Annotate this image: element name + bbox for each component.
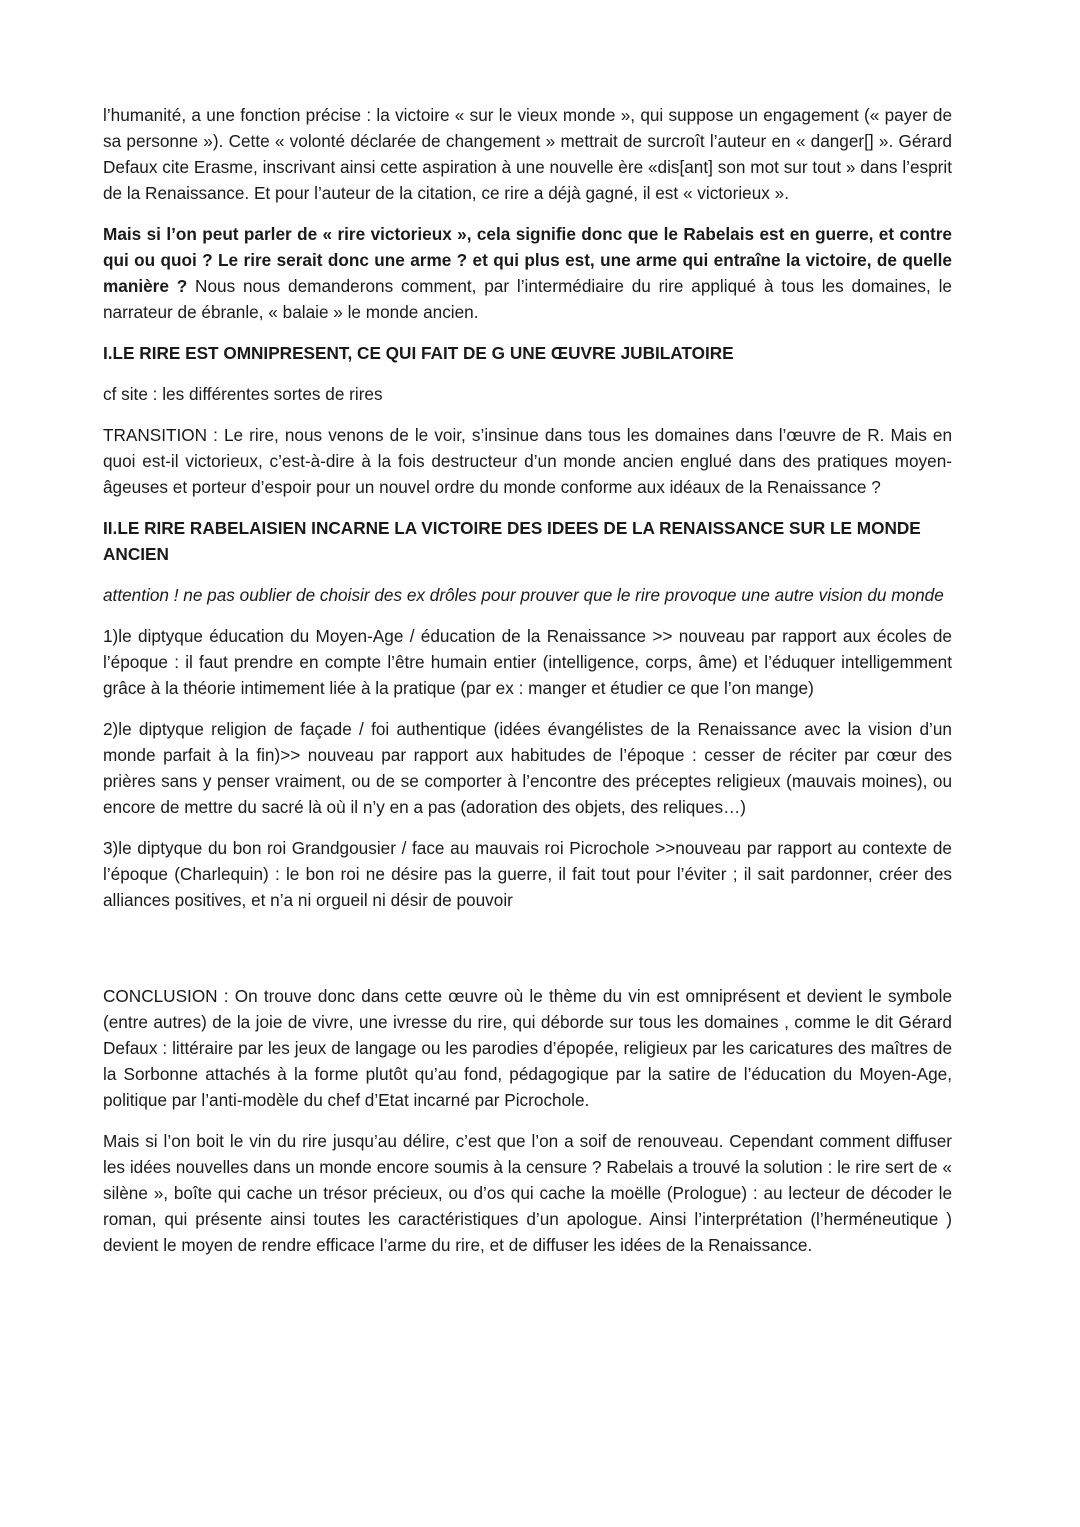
conclusion-paragraph-2: Mais si l’on boit le vin du rire jusqu’au délire, c’est que l’on a soif de renouveau. Cependant comment diffuser les idées nouvelles dans un monde encore soumis à la censure ? Rabelais a trouvé la solution : le rire sert de « silène », boîte qui cache un trésor précieux, ou d’os qui cache la moëlle (Prologue) : au lecteur de décoder le roman, qui présente ainsi toutes les caractéristiques d’un apologue. Ainsi l’interprétation (l’herméneutique ) devient le moyen de rendre efficace l’arme du rire, et de diffuser les idées de la Renaissance. xyxy=(103,1131,952,1255)
document-page xyxy=(103,102,952,1273)
problematique-paragraph xyxy=(103,221,952,325)
point-1-paragraph: 1)le diptyque éducation du Moyen-Age / éducation de la Renaissance >> nouveau par rapport aux écoles de l’époque : il faut prendre en compte l’être humain entier (intelligence, corps, âme) et l’éduquer intelligemment grâce à la théorie intimement liée à la pratique (par ex : manger et étudier ce que l’on mange) xyxy=(103,626,952,698)
intro-paragraph: l’humanité, a une fonction précise : la victoire « sur le vieux monde », qui suppose un engagement (« payer de sa personne »). Cette « volonté déclarée de changement » mettrait de surcroît l’auteur en « danger[] ». Gérard Defaux cite Erasme, inscrivant ainsi cette aspiration à une nouvelle ère «dis[ant] son mot sur tout » dans l’esprit de la Renaissance. Et pour l’auteur de la citation, ce rire a déjà gagné, il est « victorieux ». xyxy=(103,105,952,203)
transition-paragraph: TRANSITION : Le rire, nous venons de le voir, s’insinue dans tous les domaines dans l’œuvre de R. Mais en quoi est-il victorieux, c’est-à-dire à la fois destructeur d’un monde ancien englué dans des pratiques moyen-âgeuses et porteur d’espoir pour un nouvel ordre du monde conforme aux idéaux de la Renaissance ? xyxy=(103,425,952,497)
point-3-paragraph: 3)le diptyque du bon roi Grandgousier / face au mauvais roi Picrochole >>nouveau par rapport au contexte de l’époque (Charlequin) : le bon roi ne désire pas la guerre, il fait tout pour l’éviter ; il sait pardonner, créer des alliances positives, et n’a ni orgueil ni désir de pouvoir xyxy=(103,838,952,910)
conclusion-paragraph-1: CONCLUSION : On trouve donc dans cette œuvre où le thème du vin est omniprésent et devient le symbole (entre autres) de la joie de vivre, une ivresse du rire, qui déborde sur tous les domaines , comme le dit Gérard Defaux : littéraire par les jeux de langage ou les parodies d’épopée, religieux par les caricatures des maîtres de la Sorbonne attachés à la forme plutôt qu’au fond, pédagogique par la satire de l’éducation du Moyen-Age, politique par l’anti-modèle du chef d’Etat incarné par Picrochole. xyxy=(103,986,952,1110)
point-2-paragraph: 2)le diptyque religion de façade / foi authentique (idées évangélistes de la Renaissance avec la vision d’un monde parfait à la fin)>> nouveau par rapport aux habitudes de l’époque : cesser de réciter par cœur des prières sans y penser vraiment, ou de se comporter à l’encontre des préceptes religieux (mauvais moines), ou encore de mettre du sacré là où il n’y en a pas (adoration des objets, des reliques…) xyxy=(103,719,952,817)
blank-gap xyxy=(103,928,952,983)
cf-site-note: cf site : les différentes sortes de rires xyxy=(103,384,383,404)
problematique-annonce: Nous nous demanderons comment, par l’intermédiaire du rire appliqué à tous les domaines, le narrateur de ébranle, « balaie » le monde ancien. xyxy=(103,276,952,322)
problematique-question: Mais si l’on peut parler de « rire victorieux », cela signifie donc que le Rabelais est en guerre, et contre qui ou quoi ? Le rire serait donc une arme ? et qui plus est, une arme qui entraîne la victoire, de quelle manière ? xyxy=(103,224,952,296)
section-heading-2: II.LE RIRE RABELAISIEN INCARNE LA VICTOIRE DES IDEES DE LA RENAISSANCE SUR LE MONDE ANCIEN xyxy=(103,518,921,564)
section-heading-1: I.LE RIRE EST OMNIPRESENT, CE QUI FAIT DE G UNE ŒUVRE JUBILATOIRE xyxy=(103,343,734,363)
attention-note: attention ! ne pas oublier de choisir des ex drôles pour prouver que le rire provoque une autre vision du monde xyxy=(103,585,944,605)
